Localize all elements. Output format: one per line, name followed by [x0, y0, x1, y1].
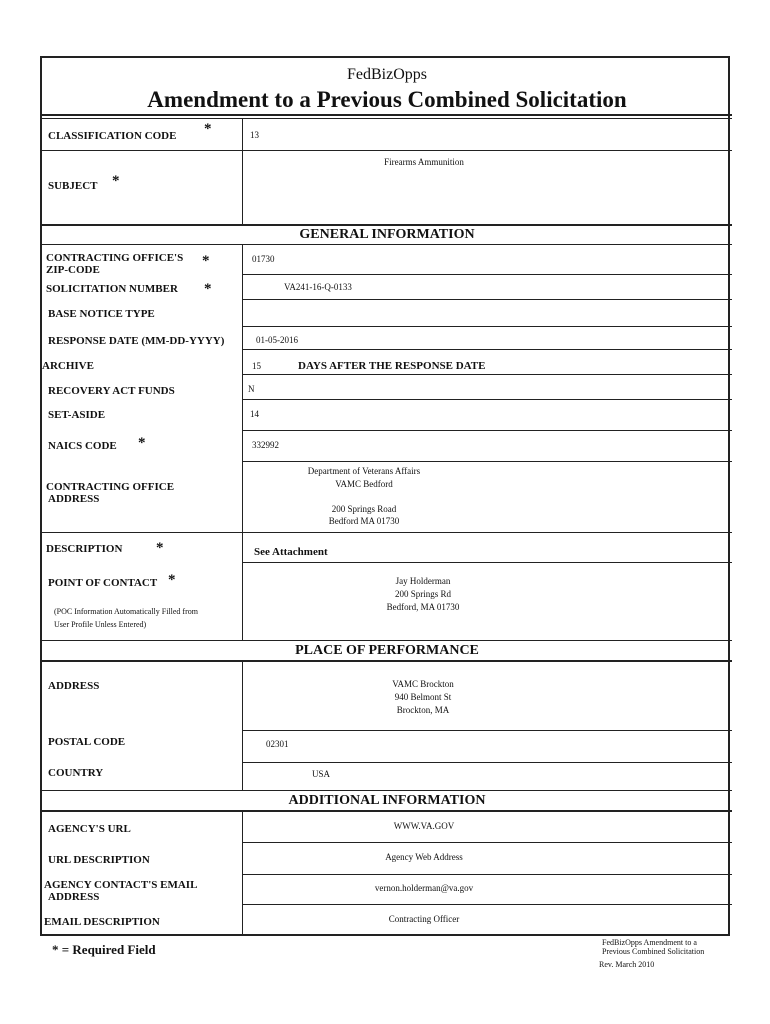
rule: [242, 874, 732, 875]
rule: [242, 399, 732, 400]
contact-email-label-line2: ADDRESS: [48, 891, 100, 903]
description-label: DESCRIPTION: [46, 543, 123, 555]
rule: [42, 532, 732, 533]
page-title: Amendment to a Previous Combined Solicitation: [147, 87, 627, 112]
contact-email-value[interactable]: vernon.holderman@va.gov: [374, 883, 474, 893]
rule: [42, 224, 732, 226]
postal-code-label: POSTAL CODE: [48, 736, 126, 748]
rule: [242, 299, 732, 300]
description-value[interactable]: See Attachment: [254, 546, 328, 558]
base-notice-type-label: BASE NOTICE TYPE: [48, 308, 155, 320]
rule: [242, 274, 732, 275]
pop-address-label: ADDRESS: [48, 680, 100, 692]
agency-url-label: AGENCY'S URL: [48, 823, 131, 835]
rule: [242, 762, 732, 763]
column-divider: [242, 118, 243, 224]
poc-line[interactable]: Bedford, MA 01730: [386, 602, 460, 612]
poc-note-line2: User Profile Unless Entered): [54, 620, 147, 629]
email-description-label: EMAIL DESCRIPTION: [44, 916, 160, 928]
contact-email-label-line1: AGENCY CONTACT'S EMAIL: [44, 879, 198, 891]
section-place-of-performance: PLACE OF PERFORMANCE: [295, 643, 479, 658]
rule: [242, 374, 732, 375]
rule: [42, 810, 732, 812]
rule: [42, 660, 732, 662]
rule: [42, 150, 732, 151]
classification-code-value[interactable]: 13: [250, 130, 259, 140]
required-field-note: * = Required Field: [52, 942, 156, 957]
archive-label: ARCHIVE: [42, 360, 94, 372]
poc-note-line1: (POC Information Automatically Filled from: [54, 607, 198, 616]
subject-label: SUBJECT: [48, 180, 98, 192]
point-of-contact-label: POINT OF CONTACT: [48, 577, 158, 589]
rule: [42, 118, 732, 119]
rule: [42, 640, 732, 641]
classification-code-label: CLASSIFICATION CODE: [48, 130, 177, 142]
form-name-line1: FedBizOpps Amendment to a: [602, 938, 697, 947]
form-name-line2: Previous Combined Solicitation: [602, 947, 705, 956]
office-address-line[interactable]: VAMC Bedford: [335, 479, 393, 489]
solicitation-number-value[interactable]: VA241-16-Q-0133: [284, 282, 352, 292]
zip-code-label-line2: ZIP-CODE: [46, 264, 100, 276]
response-date-label: RESPONSE DATE (MM-DD-YYYY): [48, 335, 225, 347]
rule: [242, 430, 732, 431]
country-value[interactable]: USA: [312, 769, 331, 779]
required-marker: *: [204, 281, 212, 297]
email-description-value[interactable]: Contracting Officer: [388, 914, 460, 924]
naics-code-label: NAICS CODE: [48, 440, 117, 452]
archive-days-value[interactable]: 15: [252, 361, 261, 371]
required-marker: *: [156, 540, 164, 556]
postal-code-value[interactable]: 02301: [266, 739, 289, 749]
pop-address-line[interactable]: Brockton, MA: [396, 705, 450, 715]
required-marker: *: [168, 572, 176, 588]
poc-line[interactable]: Jay Holderman: [395, 576, 451, 586]
rule: [242, 562, 732, 563]
brand-name: FedBizOpps: [347, 66, 427, 83]
required-marker: *: [202, 253, 210, 269]
rule: [42, 790, 732, 791]
archive-suffix: DAYS AFTER THE RESPONSE DATE: [298, 360, 486, 372]
zip-code-value[interactable]: 01730: [252, 254, 275, 264]
poc-line[interactable]: 200 Springs Rd: [394, 589, 451, 599]
form-revision: Rev. March 2010: [599, 960, 655, 969]
rule: [242, 842, 732, 843]
office-address-line[interactable]: Department of Veterans Affairs: [307, 466, 421, 476]
rule: [242, 461, 732, 462]
office-address-line[interactable]: Bedford MA 01730: [328, 516, 400, 526]
office-address-line[interactable]: 200 Springs Road: [331, 504, 397, 514]
country-label: COUNTRY: [48, 767, 104, 779]
set-aside-label: SET-ASIDE: [48, 409, 106, 421]
section-general-information: GENERAL INFORMATION: [299, 227, 475, 242]
office-address-label-line1: CONTRACTING OFFICE: [46, 481, 175, 493]
subject-value[interactable]: Firearms Ammunition: [384, 157, 464, 167]
pop-address-line[interactable]: VAMC Brockton: [392, 679, 454, 689]
response-date-value[interactable]: 01-05-2016: [256, 335, 298, 345]
section-additional-information: ADDITIONAL INFORMATION: [288, 793, 486, 808]
rule: [242, 904, 732, 905]
naics-code-value[interactable]: 332992: [252, 440, 279, 450]
url-description-value[interactable]: Agency Web Address: [385, 852, 463, 862]
office-address-label-line2: ADDRESS: [48, 493, 100, 505]
set-aside-value[interactable]: 14: [250, 409, 259, 419]
url-description-label: URL DESCRIPTION: [48, 854, 150, 866]
recovery-act-label: RECOVERY ACT FUNDS: [48, 385, 175, 397]
rule: [242, 730, 732, 731]
rule: [242, 349, 732, 350]
zip-code-label-line1: CONTRACTING OFFICE'S: [46, 252, 184, 264]
agency-url-value[interactable]: WWW.VA.GOV: [393, 821, 455, 831]
required-marker: *: [112, 173, 120, 189]
solicitation-form: [40, 56, 730, 936]
required-marker: *: [138, 435, 146, 451]
rule: [42, 244, 732, 245]
required-marker: *: [204, 121, 212, 137]
recovery-act-value[interactable]: N: [248, 384, 255, 394]
rule: [242, 326, 732, 327]
solicitation-number-label: SOLICITATION NUMBER: [46, 283, 178, 295]
pop-address-line[interactable]: 940 Belmont St: [394, 692, 452, 702]
rule: [42, 114, 732, 116]
